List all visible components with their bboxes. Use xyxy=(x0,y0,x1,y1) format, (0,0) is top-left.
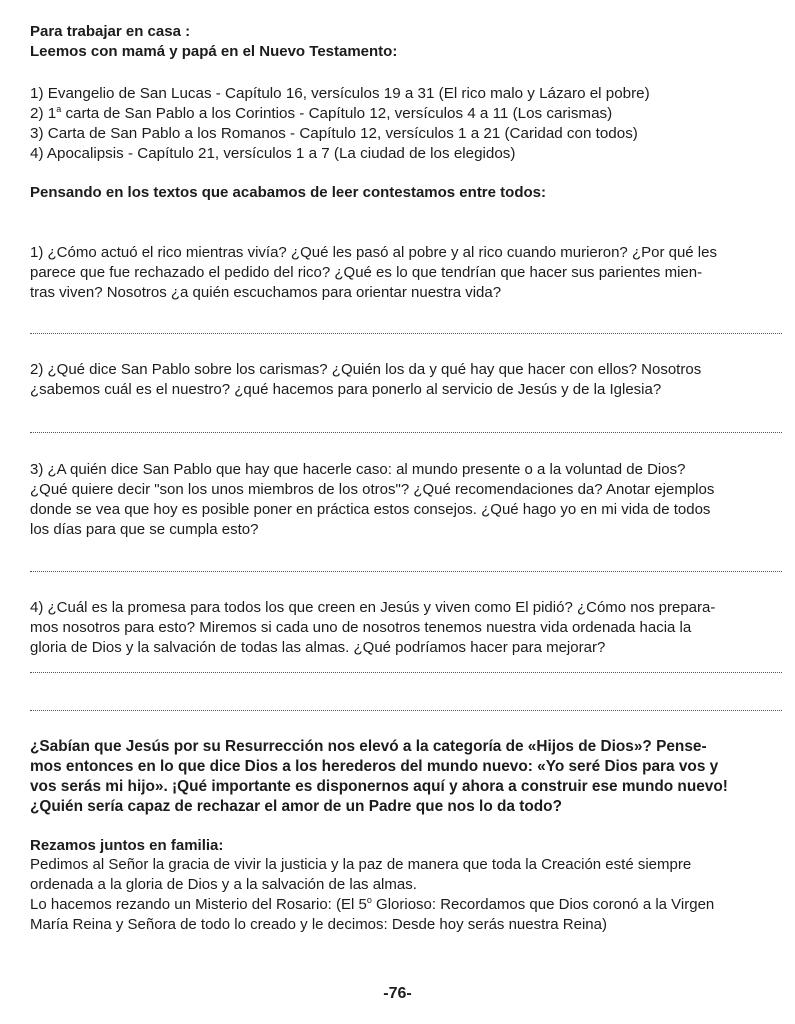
answer-line[interactable] xyxy=(30,672,782,673)
answer-line[interactable] xyxy=(30,571,782,572)
question-2: 2) ¿Qué dice San Pablo sobre los carismas? ¿Quién los da y qué hay que hacer con ellos? Nosotros ¿sabemos cuál es el nuestro? ¿qué hacemos para ponerlo al servicio de Jesús y de la Iglesia? xyxy=(30,361,702,398)
reading-item: 4) Apocalipsis - Capítulo 21, versículos 1 a 7 (La ciudad de los elegidos) xyxy=(30,145,516,162)
reading-item: 1) Evangelio de San Lucas - Capítulo 16, versículos 19 a 31 (El rico malo y Lázaro el pobre) xyxy=(30,85,650,102)
question-4: 4) ¿Cuál es la promesa para todos los que creen en Jesús y viven como El pidió? ¿Cómo nos prepara- mos nosotros para esto? Miremos si cada uno de nosotros tenemos nuestra vida ordenada hacia la gloria de Dios y la salvación de todas las almas. ¿Qué podríamos hacer para mejorar? xyxy=(30,599,716,656)
answer-line[interactable] xyxy=(30,432,782,433)
reading-item: 2) 1$^a$ carta de San Pablo a los Corintios - Capítulo 12, versículos 4 a 11 (Los carismas) xyxy=(30,103,613,122)
answer-line[interactable] xyxy=(30,333,782,334)
header-line-2: Leemos con mamá y papá en el Nuevo Testamento: xyxy=(30,43,398,60)
header-line-1: Para trabajar en casa : xyxy=(30,23,191,40)
readings-list xyxy=(30,84,782,164)
reading-item: 3) Carta de San Pablo a los Romanos - Capítulo 12, versículos 1 a 21 (Caridad con todos) xyxy=(30,125,638,142)
question-1: 1) ¿Cómo actuó el rico mientras vivía? ¿Qué les pasó al pobre y al rico cuando murieron? ¿Por qué les parece que fue rechazado el pedido del rico? ¿Qué es lo que tendrían que hacer sus parientes mien- tras viven? Nosotros ¿a quién escuchamos para orientar nuestra vida? xyxy=(30,244,717,301)
resurrection-paragraph: ¿Sabían que Jesús por su Resurrección nos elevó a la categoría de «Hijos de Dios»? Pense- mos entonces en lo que dice Dios a los herederos del mundo nuevo: «Yo seré Dios para vos y vos serás mi hijo». ¡Qué importante es disponernos aquí y ahora a construir ese mundo nuevo! ¿Quién sería capaz de rechazar el amor de un Padre que nos lo da todo? xyxy=(30,738,728,815)
answer-line[interactable] xyxy=(30,710,782,711)
prayer-heading: Rezamos juntos en familia: xyxy=(30,837,224,854)
question-3: 3) ¿A quién dice San Pablo que hay que hacerle caso: al mundo presente o a la voluntad de Dios? ¿Qué quiere decir "son los unos miembros de los otros"? ¿Qué recomendaciones da? Anotar ejemplos donde se vea que hoy es posible poner en práctica estos consejos. ¿Qué hago yo en mi vida de todos los días para que se cumpla esto? xyxy=(30,461,715,538)
reflection-heading: Pensando en los textos que acabamos de leer contestamos entre todos: xyxy=(30,184,546,201)
header xyxy=(30,22,782,62)
page-number: -76- xyxy=(383,985,412,1002)
prayer-text: Pedimos al Señor la gracia de vivir la justicia y la paz de manera que toda la Creación esté siempre ordenada a la gloria de Dios y a la salvación de las almas. Lo hacemos rezando un Misterio del Rosario: (El 5$^o$ Glorioso: Recordamos que Dios coronó a la Virgen María Reina y Señora de todo lo creado y le decimos: Desde hoy serás nuestra Reina) xyxy=(30,856,715,933)
